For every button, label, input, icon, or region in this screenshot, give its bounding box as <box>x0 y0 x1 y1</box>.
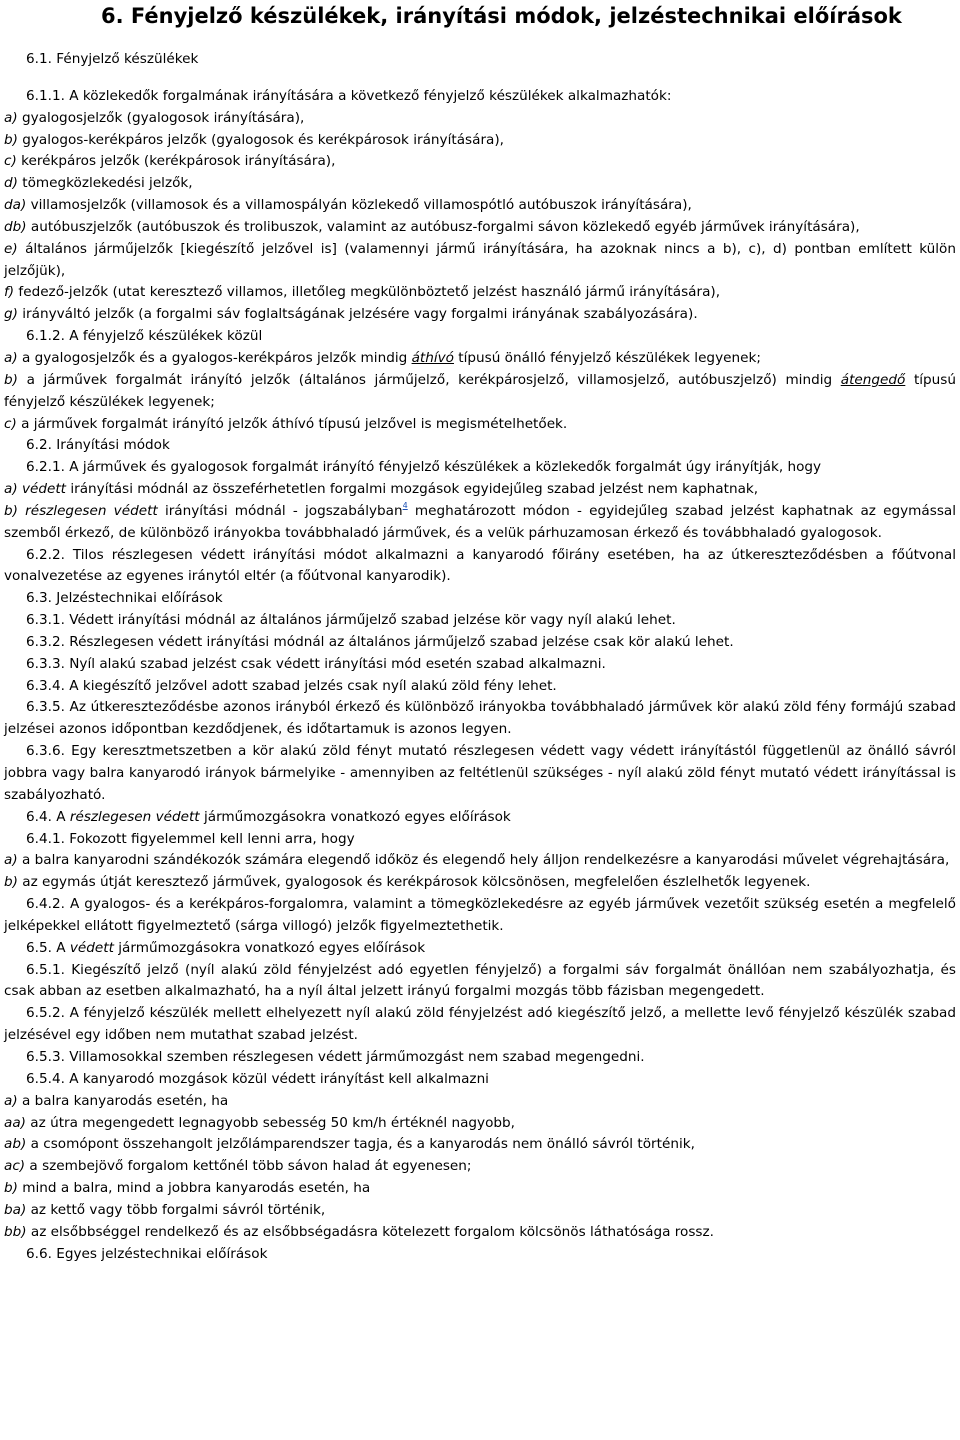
item-emphasis: áthívó <box>411 349 454 366</box>
section-text: 6.4.2. A gyalogos- és a kerékpáros-forgalomra, valamint a tömegközlekedésre az egyéb járművek vezetőit szükség esetén a megfelelő jelképekkel ellátott figyelmeztető (sárga villogó) jelzők figyelmeztethetik. <box>4 896 956 934</box>
spacer <box>4 71 956 86</box>
item-text: gyalogos-kerékpáros jelzők (gyalogosok és kerékpárosok irányítására), <box>17 131 504 148</box>
item-text: irányváltó jelzők (a forgalmi sáv foglaltságának jelzésére vagy forgalmi irányának szabályozására). <box>17 306 698 323</box>
page-title: 6. Fényjelző készülékek, irányítási módok, jelzéstechnikai előírások <box>101 4 902 28</box>
item-text-tail: típusú fényjelző készülékek legyenek; <box>4 371 956 410</box>
paragraph <box>4 588 956 610</box>
section-text: 6.5.2. A fényjelző készülék mellett elhelyezett nyíl alakú zöld fényjelzést adó kiegészítő jelző, a mellette levő fényjelző készülék szabad jelzésével egy időben nem mutathat szabad jelzést. <box>4 1005 956 1044</box>
paragraph <box>4 960 956 1004</box>
section-text: 6.3.3. Nyíl alakú szabad jelzést csak védett irányítási mód esetén szabad alkalmazni. <box>26 655 606 672</box>
item-marker: bb) <box>4 1223 27 1240</box>
item-emphasis: átengedő <box>840 371 906 388</box>
paragraph <box>4 282 956 304</box>
item-marker: f) <box>4 284 15 301</box>
section-italic-text: védett <box>69 939 114 956</box>
item-marker: a) <box>4 109 18 126</box>
item-marker: c) <box>4 415 17 432</box>
item-marker: da) <box>4 197 27 214</box>
section-text: 6.1. Fényjelző készülékek <box>26 51 199 67</box>
item-marker: b) <box>4 131 18 148</box>
paragraph <box>4 239 956 283</box>
item-text: mind a balra, mind a jobbra kanyarodás esetén, ha <box>17 1180 371 1197</box>
section-text: 6.3.4. A kiegészítő jelzővel adott szabad jelzés csak nyíl alakú zöld fény lehet. <box>26 677 557 694</box>
item-marker: db) <box>4 218 27 235</box>
section-italic-text: részlegesen védett <box>69 808 200 825</box>
item-text: az útra megengedett legnagyobb sebesség 50 km/h értéknél nagyobb, <box>25 1114 515 1131</box>
item-marker: ba) <box>4 1201 27 1218</box>
paragraph <box>4 610 956 632</box>
item-text: az kettő vagy több forgalmi sávról történik, <box>26 1201 326 1218</box>
section-text: 6.1.2. A fényjelző készülékek közül <box>26 328 263 345</box>
section-text: 6.5.4. A kanyarodó mozgások közül védett irányítást kell alkalmazni <box>26 1070 489 1087</box>
section-text: 6.3.5. Az útkereszteződésbe azonos irányból érkező és különböző irányokba továbbhaladó járművek kör alakú zöld fény formájú szabad jelzései azonos időpontban kezdődjenek, és időtartamuk is azonos legyen. <box>4 699 956 738</box>
paragraph <box>4 545 956 589</box>
item-text: irányítási módnál az összeférhetetlen forgalmi mozgások egyidejűleg szabad jelzést nem kaphatnak, <box>66 481 759 498</box>
paragraph <box>4 1200 956 1222</box>
item-text-tail: típusú önálló fényjelző készülékek legyenek; <box>453 349 761 366</box>
section-text: 6.2.1. A járművek és gyalogosok forgalmát irányító fényjelző készülékek a közlekedők forgalmát úgy irányítják, hogy <box>26 459 822 476</box>
section-text: 6.5. A <box>26 939 70 956</box>
paragraph <box>4 1003 956 1047</box>
paragraph <box>4 1156 956 1178</box>
item-text: gyalogosjelzők (gyalogosok irányítására), <box>17 109 305 126</box>
paragraph <box>4 49 956 71</box>
paragraph <box>4 654 956 676</box>
paragraph <box>4 697 956 741</box>
item-text: a csomópont összehangolt jelzőlámparendszer tagja, és a kanyarodás nem önálló sávról történik, <box>26 1136 695 1153</box>
paragraph <box>4 173 956 195</box>
item-text: a balra kanyarodni szándékozók számára elegendő időköz és elegendő hely álljon rendelkezésre a kanyarodási művelet végrehajtására, <box>17 852 950 869</box>
paragraph <box>4 108 956 130</box>
section-text: 6.3.1. Védett irányítási módnál az általános járműjelző szabad jelzése kör vagy nyíl alakú lehet. <box>26 612 676 629</box>
paragraph <box>4 1178 956 1200</box>
item-marker: d) <box>4 175 18 192</box>
item-text: irányítási módnál - jogszabályban <box>157 502 403 519</box>
section-text: 6.6. Egyes jelzéstechnikai előírások <box>26 1245 268 1262</box>
item-marker: b) részlegesen védett <box>4 502 158 519</box>
item-text: általános járműjelzők [kiegészítő jelzővel is] (valamennyi jármű irányítására, ha azoknak nincs a b), c), d) pontban említett külön jelzőjük), <box>4 240 956 279</box>
item-marker: a) védett <box>4 481 67 498</box>
item-marker: b) <box>4 1180 18 1197</box>
item-marker: b) <box>4 874 18 891</box>
paragraph <box>4 1069 956 1091</box>
paragraph <box>4 414 956 436</box>
paragraph <box>4 326 956 348</box>
section-text: 6.2. Irányítási módok <box>26 437 170 454</box>
item-text: az elsőbbséggel rendelkező és az elsőbbségadásra kötelezett forgalom kölcsönös láthatósága rossz. <box>26 1223 714 1240</box>
section-text: 6.1.1. A közlekedők forgalmának irányítására a következő fényjelző készülékek alkalmazhatók: <box>26 87 672 104</box>
item-text: az egymás útját keresztező járművek, gyalogosok és kerékpárosok kölcsönösen, megfelelően észlelhetők legyenek. <box>17 874 811 891</box>
item-marker: aa) <box>4 1114 26 1131</box>
item-marker: a) <box>4 1092 18 1109</box>
section-text-tail: járműmozgásokra vonatkozó egyes előírások <box>113 939 426 956</box>
item-text: a járművek forgalmát irányító jelzők áthívó típusú jelzővel is megismételhetőek. <box>16 415 568 432</box>
paragraph <box>4 130 956 152</box>
paragraph <box>4 304 956 326</box>
item-text: villamosjelzők (villamosok és a villamospályán közlekedő villamospótló autóbuszok irányítására), <box>26 197 692 214</box>
item-text: fedező-jelzők (utat keresztező villamos, illetőleg megkülönböztető jelzést használó jármű irányítására), <box>14 284 721 301</box>
paragraph <box>4 86 956 108</box>
paragraph <box>4 676 956 698</box>
section-text: 6.3.6. Egy keresztmetszetben a kör alakú zöld fényt mutató részlegesen védett vagy védett irányítástól függetlenül az önálló sávról jobbra vagy balra kanyarodó irányok bármelyike - amennyiben az feltétlenül szükséges - nyíl alakú zöld fényt mutató védett irányítással is szabályozható. <box>4 743 956 803</box>
item-text: a járművek forgalmát irányító jelzők (általános járműjelző, kerékpárosjelző, villamosjelző, autóbuszjelző) mindig <box>17 371 841 388</box>
paragraph <box>4 894 956 938</box>
paragraph <box>4 435 956 457</box>
item-marker: c) <box>4 153 17 170</box>
paragraph <box>4 217 956 239</box>
paragraph <box>4 741 956 807</box>
item-text: a balra kanyarodás esetén, ha <box>17 1092 229 1109</box>
item-marker: g) <box>4 306 18 323</box>
paragraph <box>4 1244 956 1266</box>
section-text: 6.4.1. Fokozott figyelemmel kell lenni arra, hogy <box>26 830 355 847</box>
section-text: 6.3.2. Részlegesen védett irányítási módnál az általános járműjelző szabad jelzése csak kör alakú lehet. <box>26 633 734 650</box>
item-text-tail: meghatározott módon - egyidejűleg szabad jelzést kaphatnak az egymással szemből érkező, de különböző irányokba továbbhaladó járművek, és a velük párhuzamosan érkező és továbbhaladó gyalogosok. <box>4 502 957 541</box>
item-text: a gyalogosjelzők és a gyalogos-kerékpáros jelzők mindig <box>17 349 412 366</box>
paragraph <box>4 807 956 829</box>
section-text: 6.5.3. Villamosokkal szemben részlegesen védett járműmozgást nem szabad megengedni. <box>26 1048 645 1065</box>
section-text: 6.4. A <box>26 808 70 825</box>
section-text: 6.3. Jelzéstechnikai előírások <box>26 590 223 607</box>
paragraph <box>4 872 956 894</box>
section-text: 6.5.1. Kiegészítő jelző (nyíl alakú zöld fényjelzést adó egyetlen fényjelző) a forgalmi sáv forgalmát önállóan nem szabályozhatja, és csak abban az esetben alkalmazható, ha a nyíl által jelzett irányú forgalmi mozgás több fázisban megengedett. <box>4 961 956 1000</box>
item-marker: e) <box>4 240 18 257</box>
paragraph <box>4 501 956 545</box>
paragraph <box>4 479 956 501</box>
item-text: a szembejövő forgalom kettőnél több sávon halad át egyenesen; <box>25 1158 472 1175</box>
paragraph <box>4 151 956 173</box>
paragraph <box>4 1047 956 1069</box>
paragraph <box>4 1222 956 1244</box>
paragraph <box>4 195 956 217</box>
paragraph <box>4 1091 956 1113</box>
item-marker: a) <box>4 349 18 366</box>
paragraph <box>4 1134 956 1156</box>
item-text: kerékpáros jelzők (kerékpárosok irányítására), <box>16 153 336 170</box>
item-text: tömegközlekedési jelzők, <box>17 175 193 192</box>
paragraph <box>4 1113 956 1135</box>
item-marker: ac) <box>4 1158 26 1175</box>
section-text-tail: járműmozgásokra vonatkozó egyes előírások <box>199 808 511 825</box>
section-text: 6.2.2. Tilos részlegesen védett irányítási módot alkalmazni a kanyarodó főirány esetében, ha az útkereszteződésben a főútvonal vonalvezetése az egyenes iránytól eltér (a főútvonal kanyarodik). <box>4 546 956 585</box>
paragraph <box>4 938 956 960</box>
item-text: autóbuszjelzők (autóbuszok és trolibuszok, valamint az autóbusz-forgalmi sávon közlekedő egyéb járművek irányítására), <box>26 218 860 235</box>
paragraph <box>4 457 956 479</box>
paragraph <box>4 850 956 872</box>
paragraph <box>4 632 956 654</box>
document-body <box>4 49 956 1265</box>
item-marker: ab) <box>4 1136 27 1153</box>
paragraph <box>4 370 956 414</box>
item-marker: b) <box>4 371 18 388</box>
paragraph <box>4 829 956 851</box>
item-marker: a) <box>4 852 18 869</box>
footnote-link[interactable]: 4 <box>402 500 408 510</box>
paragraph <box>4 348 956 370</box>
